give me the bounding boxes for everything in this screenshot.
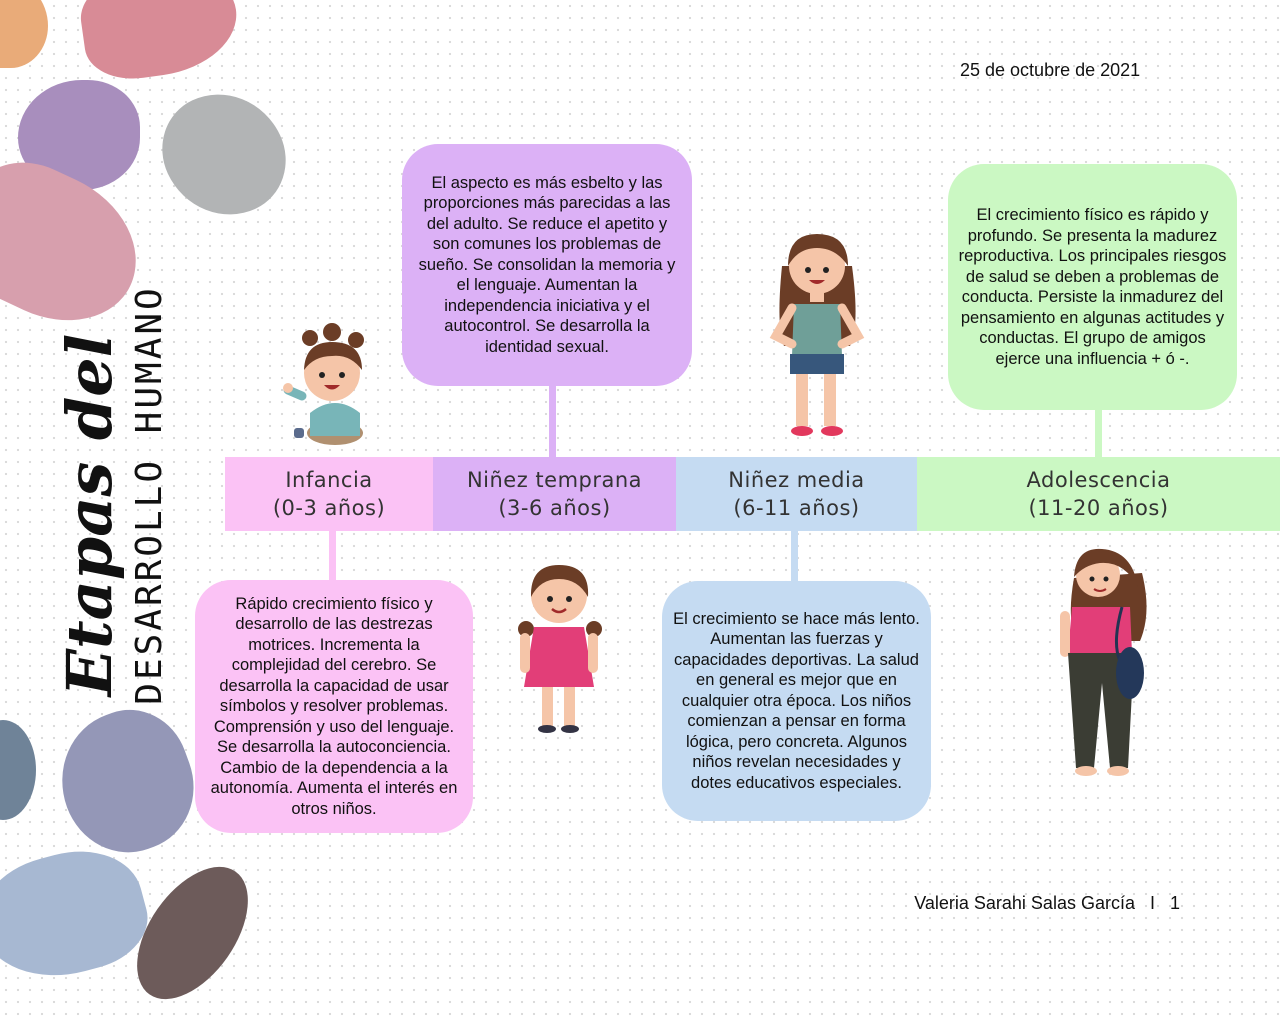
girl-middle-childhood-illustration — [762, 226, 872, 446]
stage-ninez-media — [676, 457, 917, 531]
stage-ninez-temprana — [433, 457, 676, 531]
teen-illustration — [1050, 543, 1155, 783]
description-text: El aspecto es más esbelto y las proporciones más parecidas a las del adulto. Se reduce el apetito y son comunes los problemas de sueño. Se consolidan la memoria y el lenguaje. Aumentan la independencia iniciativa y el autocontrol. Se desarrolla la identidad sexual. — [418, 173, 676, 356]
author-footer: Valeria Sarahi Salas García I 1 — [914, 893, 1180, 913]
stage-name: Niñez media — [728, 468, 865, 492]
baby-illustration — [280, 318, 395, 448]
title-script: Etapas del — [53, 333, 126, 697]
connector-adolescencia — [1095, 410, 1102, 457]
decorative-blob-orange — [0, 0, 48, 68]
stage-infancia — [225, 457, 433, 531]
connector-infancia — [329, 531, 336, 580]
stage-name: Adolescencia — [1026, 468, 1171, 492]
stage-range: (11-20 años) — [1028, 496, 1169, 520]
stage-name: Infancia — [285, 468, 373, 492]
connector-ninez-temprana — [549, 386, 556, 457]
girl-early-childhood-illustration — [512, 557, 607, 737]
stage-adolescencia — [917, 457, 1280, 531]
description-ninez-media — [662, 581, 931, 821]
description-text: Rápido crecimiento físico y desarrollo de las destrezas motrices. Incrementa la complejidad del cerebro. Se desarrolla la capacidad de usar símbolos y resolver problemas. Comprensión y uso del lenguaje. Se desarrolla la autoconciencia. Cambio de la dependencia a la autonomía. Aumenta el interés en otros niños. — [210, 594, 458, 818]
description-ninez-temprana — [402, 144, 692, 386]
decorative-blob-light-blue — [0, 836, 158, 995]
connector-ninez-media — [791, 531, 798, 581]
stage-range: (6-11 años) — [733, 496, 860, 520]
description-adolescencia — [948, 164, 1237, 410]
decorative-blob-pink — [75, 0, 243, 85]
stage-range: (3-6 años) — [498, 496, 611, 520]
decorative-blob-gray — [144, 73, 304, 236]
description-text: El crecimiento se hace más lento. Aumentan las fuerzas y capacidades deportivas. La salud en general es mejor que en cualquier otra época. Los niños comienzan a pensar en forma lógica, pero concreta. Algunos niños revelan necesidades y dotes educativos especiales. — [673, 609, 920, 792]
title-caps: DESARROLLO HUMANO — [129, 285, 170, 705]
description-infancia — [195, 580, 473, 833]
stage-name: Niñez temprana — [466, 468, 643, 492]
decorative-blob-slate — [0, 720, 36, 820]
stage-range: (0-3 años) — [272, 496, 386, 520]
document-date: 25 de octubre de 2021 — [960, 60, 1141, 80]
description-text: El crecimiento físico es rápido y profundo. Se presenta la madurez reproductiva. Los principales riesgos de salud se deben a problemas de conducta. Persiste la inmadurez del pensamiento en algunas actitudes y conductas. El grupo de amigos ejerce una influencia + ó -. — [958, 206, 1227, 368]
